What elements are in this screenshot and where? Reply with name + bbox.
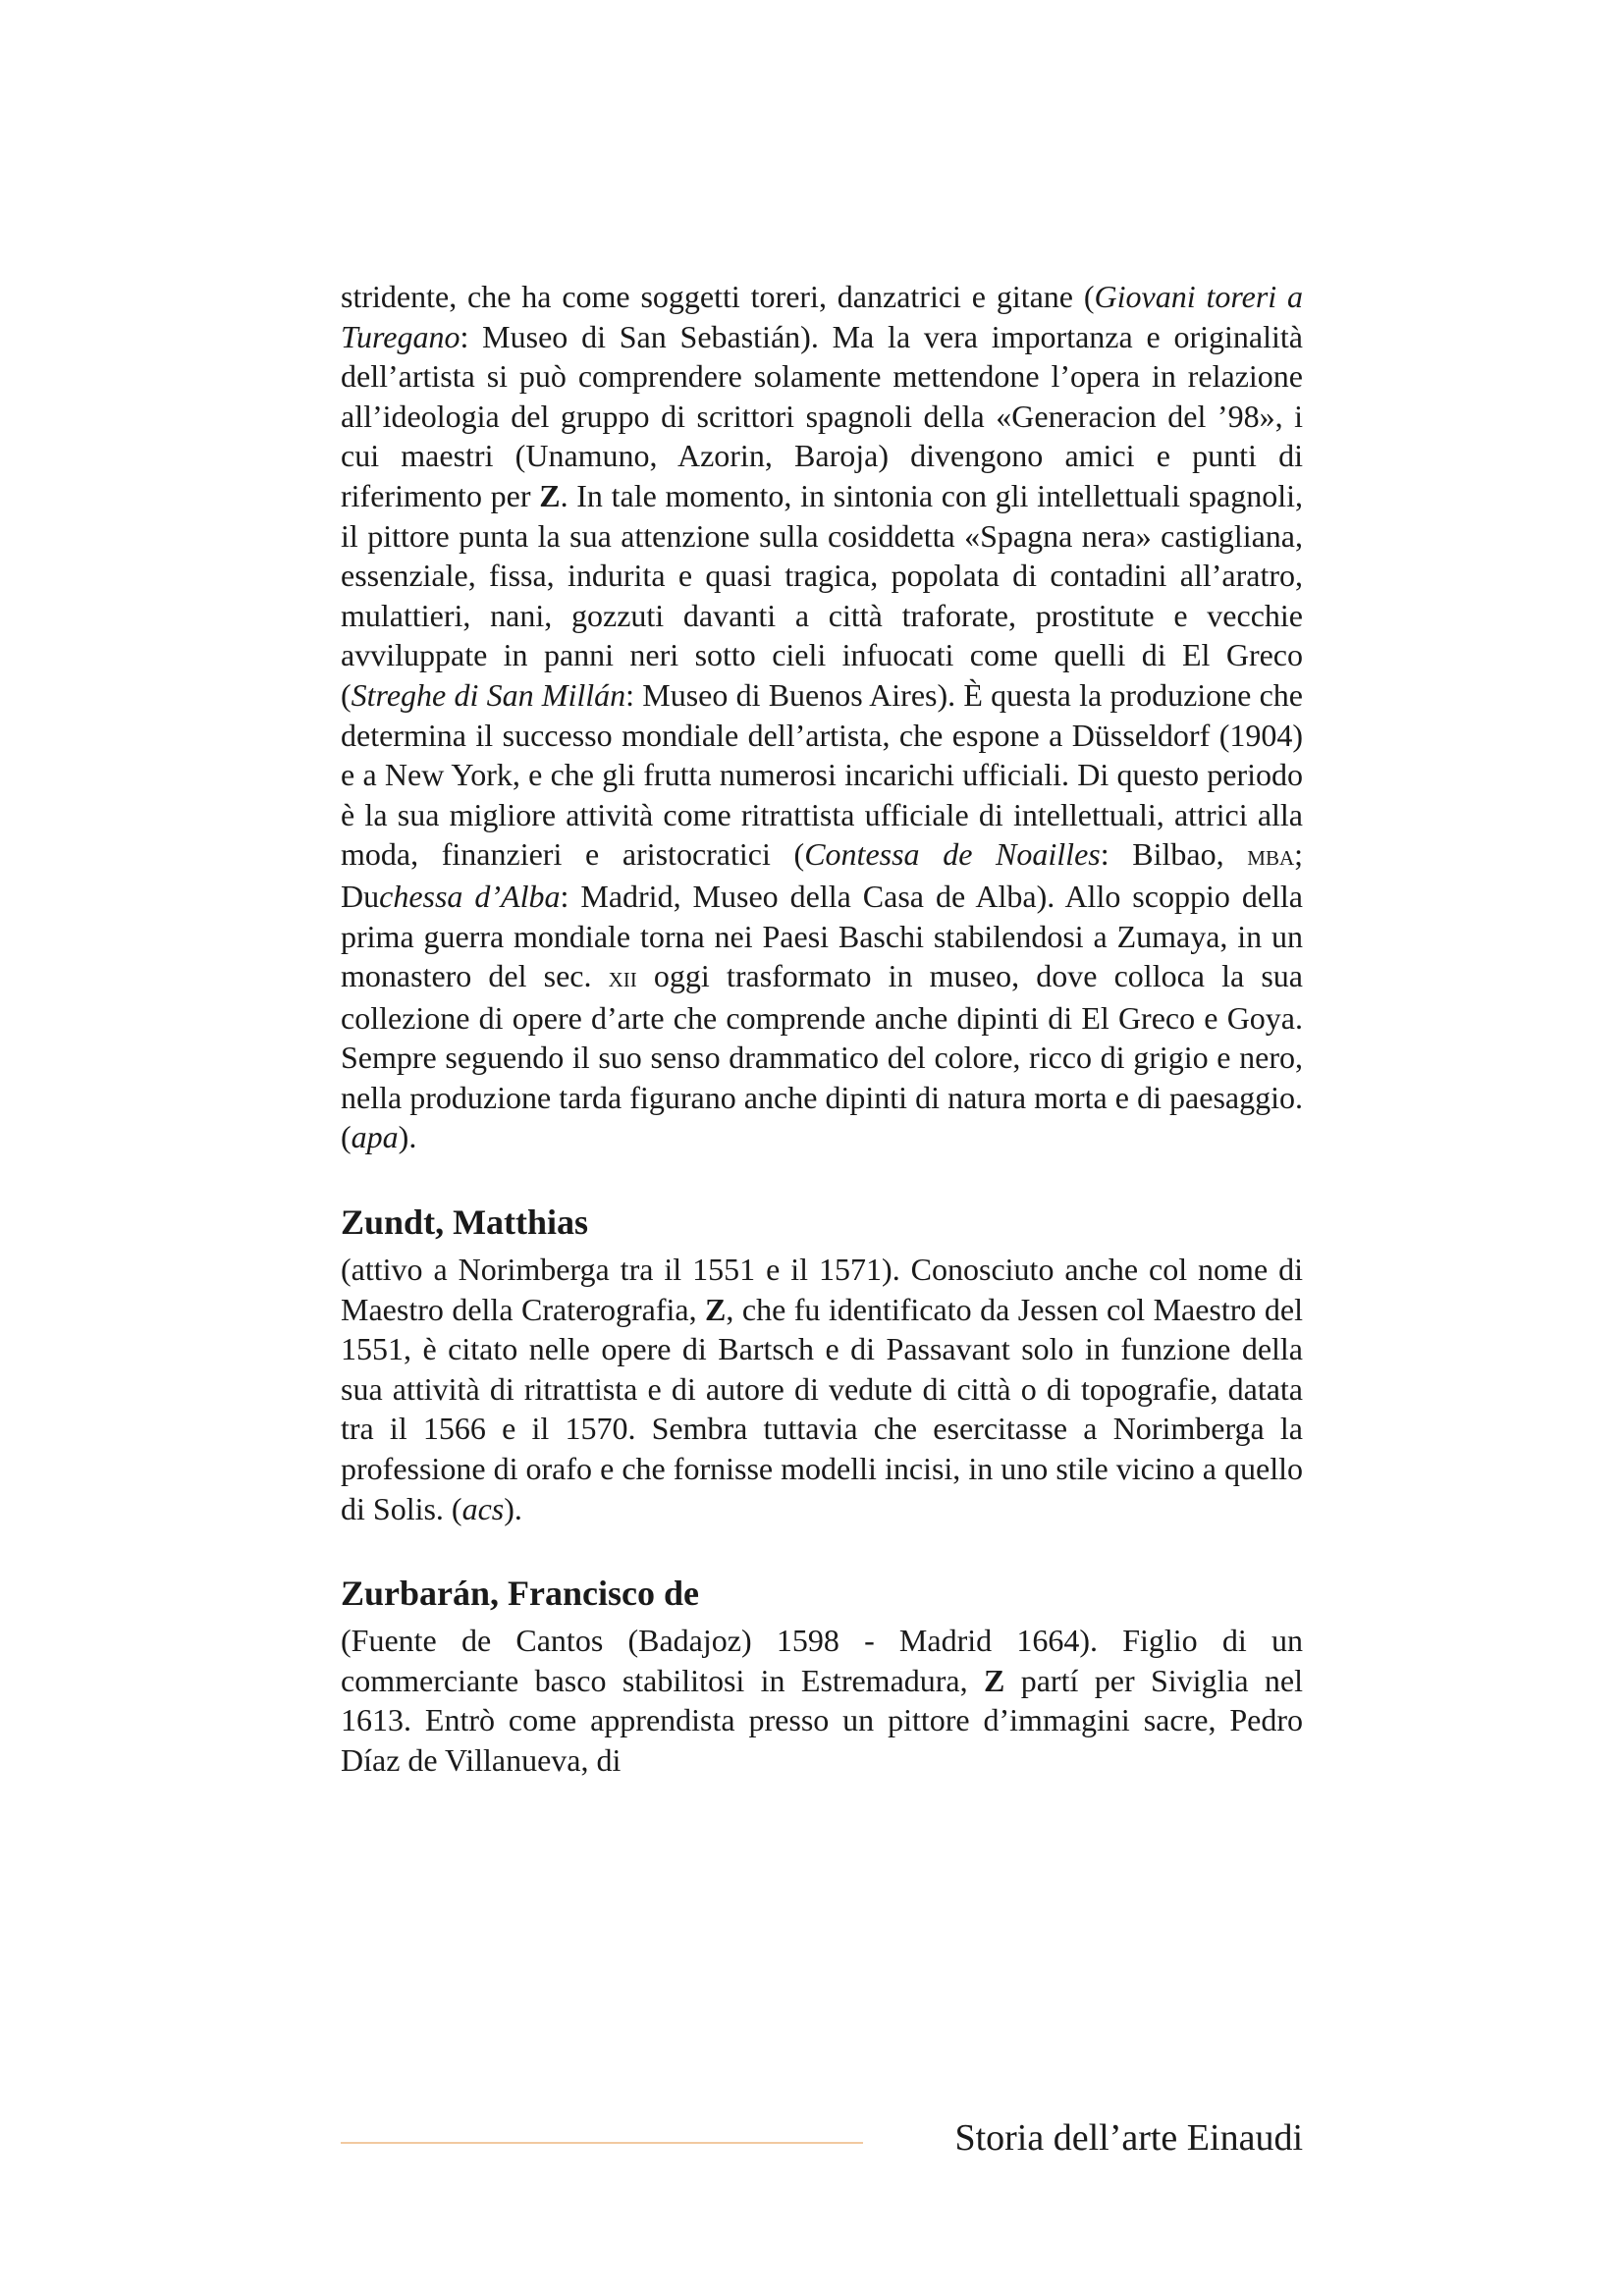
entry-zundt <box>341 1201 1303 1528</box>
text-segment: Z <box>705 1291 727 1327</box>
text-segment: acs <box>461 1490 505 1526</box>
text-segment: ; Du <box>341 836 1304 914</box>
entry-text <box>341 277 1303 1157</box>
footer-label: Storia dell’arte Einaudi <box>954 2117 1303 2159</box>
text-segment: : Bilbao, <box>1100 836 1248 873</box>
text-segment: apa <box>351 1119 399 1155</box>
text-segment: (Fuente de Cantos (Badajoz) 1598 - Madrid 1664). Figlio di un commerciante basco stabilitosi in Estremadura, <box>341 1623 1303 1698</box>
text-segment: : Museo di Buenos Aires). È questa la produzione che determina il successo mondiale dell’artista, che espone a Düsseldorf (1904) e a New York, e che gli frutta numerosi incarichi ufficiali. Di questo periodo è la sua migliore attività come ritrattista ufficiale di intellettuali, attrici alla moda, finanzieri e aristocratici ( <box>341 676 1304 873</box>
footer-rule <box>341 2142 863 2144</box>
text-segment: ). <box>398 1119 417 1155</box>
text-segment: Streghe di San Millán <box>351 676 626 713</box>
text-segment: Contessa de Noailles <box>804 836 1101 873</box>
text-segment: . In tale momento, in sintonia con gli intellettuali spagnoli, il pittore punta la sua attenzione sulla cosiddetta «Spagna nera» castigliana, essenziale, fissa, indurita e quasi tragica, popolata di contadini all’aratro, mulattieri, nani, gozzuti davanti a città traforate, prostitute e vecchie avviluppate in panni neri sotto cieli infuocati come quelli di El Greco ( <box>341 477 1304 713</box>
entry-continuation <box>341 277 1303 1157</box>
text-segment: : Museo di San Sebastián). Ma la vera importanza e originalità dell’artista si può comprendere solamente mettendone l’opera in relazione all’ideologia del gruppo di scrittori spagnoli della «Generacion del ’98», i cui maestri (Unamuno, Azorin, Baroja) divengono amici e punti di riferimento per <box>341 318 1303 513</box>
text-segment: Giovani toreri a Turegano <box>341 279 1304 354</box>
text-segment: (attivo a Norimberga tra il 1551 e il 1571). Conosciuto anche col nome di Maestro della Craterografia, <box>341 1252 1303 1327</box>
text-segment: ). <box>504 1490 522 1526</box>
entry-text <box>341 1621 1303 1780</box>
text-segment: xii <box>608 962 637 994</box>
text-segment: oggi trasformato in museo, dove colloca la sua collezione di opere d’arte che comprende anche dipinti di El Greco e Goya. Sempre seguendo il suo senso drammatico del colore, ricco di grigio e nero, nella produzione tarda figurano anche dipinti di natura morta e di paesaggio. ( <box>341 958 1304 1155</box>
page-body <box>341 277 1303 1781</box>
text-segment: stridente, che ha come soggetti toreri, danzatrici e gitane ( <box>341 279 1095 314</box>
entry-text <box>341 1250 1303 1528</box>
text-segment: chessa d’Alba <box>379 878 561 914</box>
text-segment: Z <box>984 1662 1005 1698</box>
text-segment: , che fu identificato da Jessen col Maestro del 1551, è citato nelle opere di Bartsch e di Passavant solo in funzione della sua attività di ritrattista e di autore di vedute di città o di topografie, datata tra il 1566 e il 1570. Sembra tuttavia che esercitasse a Norimberga la professione di orafo e che fornisse modelli incisi, in uno stile vicino a quello di Solis. ( <box>341 1291 1304 1526</box>
text-segment: : Madrid, Museo della Casa de Alba). Allo scoppio della prima guerra mondiale torna nei Paesi Baschi stabilendosi a Zumaya, in un monastero del sec. <box>341 878 1304 994</box>
entry-heading: Zundt, Matthias <box>341 1202 589 1243</box>
text-segment: Z <box>539 477 561 513</box>
entry-heading: Zurbarán, Francisco de <box>341 1574 699 1614</box>
text-segment: mba <box>1247 840 1295 873</box>
entry-zurbaran <box>341 1572 1303 1780</box>
page-footer <box>341 2116 1303 2165</box>
text-segment: partí per Siviglia nel 1613. Entrò come apprendista presso un pittore d’immagini sacre, Pedro Díaz de Villanueva, di <box>341 1662 1304 1778</box>
